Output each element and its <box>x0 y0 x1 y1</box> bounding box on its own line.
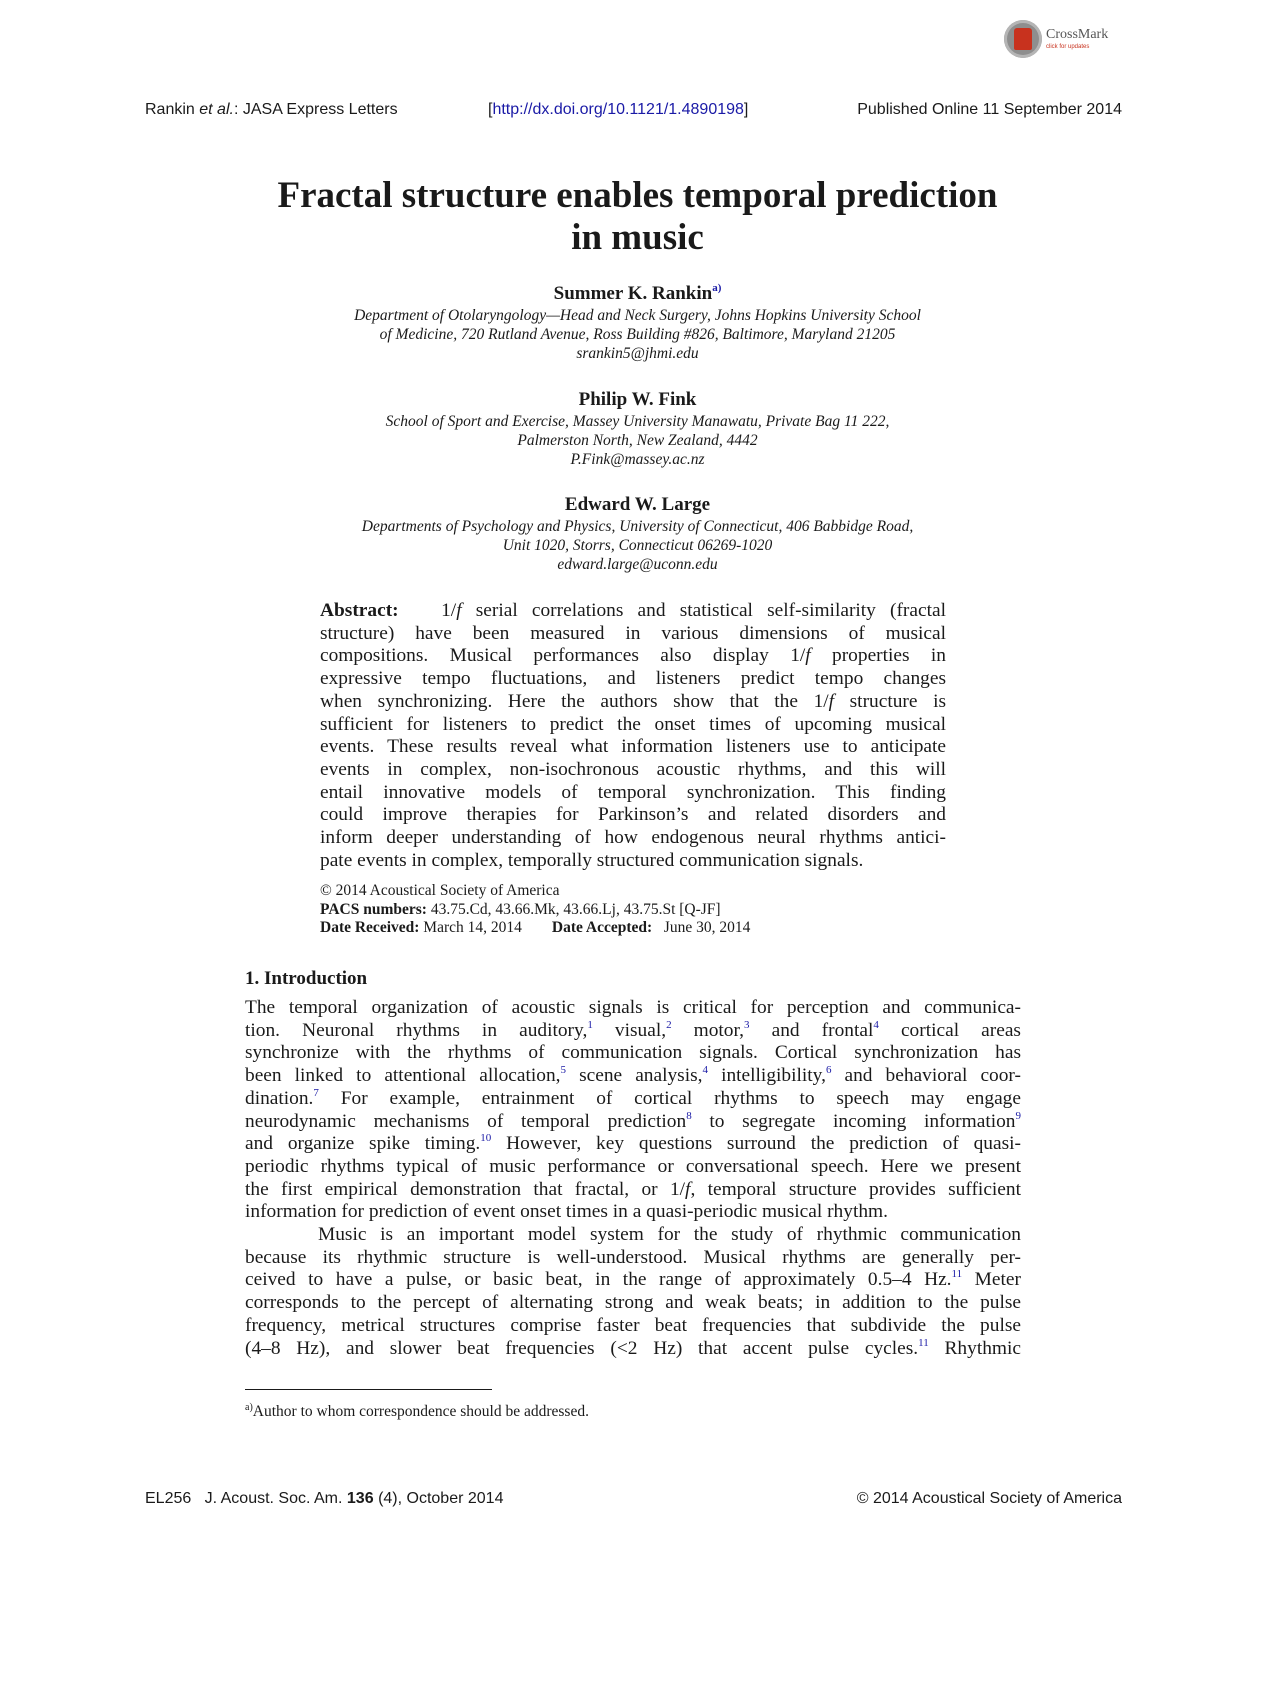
footnote-marker[interactable]: a) <box>712 282 722 294</box>
reference-link[interactable]: 6 <box>825 1064 832 1077</box>
author-affiliation: Departments of Psychology and Physics, University of Connecticut, 406 Babbidge Road, Unit 1020, Storrs, Connecticut 06269-1020 edward.large@uconn.edu <box>0 517 1275 574</box>
running-footer-left: EL256 J. Acoust. Soc. Am. 136 (4), October 2014 <box>145 1490 504 1507</box>
reference-link[interactable]: 3 <box>744 1018 750 1031</box>
copyright-line: © 2014 Acoustical Society of America <box>320 882 560 899</box>
pacs-line: PACS numbers: 43.75.Cd, 43.66.Mk, 43.66.Lj, 43.75.St [Q-JF] <box>320 900 721 918</box>
dates-line: Date Received: March 14, 2014 Date Accepted: June 30, 2014 <box>320 919 751 936</box>
published-date: Published Online 11 September 2014 <box>857 101 1122 118</box>
reference-link[interactable]: 10 <box>480 1132 492 1145</box>
reference-link[interactable]: 11 <box>951 1268 963 1281</box>
crossmark-label: CrossMark <box>1046 27 1109 42</box>
author-email: edward.large@uconn.edu <box>557 556 718 573</box>
footnote: $^{a)}$Author to whom correspondence should be addressed. <box>245 1402 589 1420</box>
reference-link[interactable]: 4 <box>702 1064 709 1077</box>
author-affiliation: School of Sport and Exercise, Massey University Manawatu, Private Bag 11 222, Palmerston North, New Zealand, 4442 P.Fink@massey.ac.nz <box>0 412 1275 469</box>
reference-link[interactable]: 8 <box>686 1109 692 1122</box>
page-number: EL256 <box>145 1490 192 1507</box>
body-text: The temporal organization of acoustic signals is critical for perception and communica- tion. Neuronal rhythms in auditory,$^1$ visual,$^2$ motor,$^3$ and frontal$^4$ cortical areas synchronize with the rhythms of communication signals. Cortical synchronization has been linked to attentional allocation,$^5$ scene analysis,$^4$ intelligibility,$^6$ and behavioral coor- dination.$^7$ For example, entrainment of cortical rhythms to speech may engage neurodynamic mechanisms of temporal prediction$^8$ to segregate incoming information$^9$ and organize spike timing.$^{10}$ However, key questions surround the prediction of quasi- periodic rhythms typical of music performance or conversational speech. Here we present the first empirical demonstration that fractal, or 1/f, temporal structure provides sufficient information for prediction of event onset times in a quasi-periodic musical rhythm. Music is an important model system for the study of rhythmic communication because its rhythmic structure is well-understood. Musical rhythms are generally per- ceived to have a pulse, or basic beat, in the range of approximately 0.5–4 Hz.$^{11}$ Meter corresponds to the percept of alternating strong and weak beats; in addition to the pulse frequency, metrical structures comprise faster beat frequencies that subdivide the pulse (4–8 Hz), and slower beat frequencies (<2 Hz) that accent pulse cycles.$^{11}$ Rhythmic <box>245 997 1021 1359</box>
reference-link[interactable]: 5 <box>560 1064 567 1077</box>
author-name: Summer K. Rankin$^{a)}$ <box>553 282 722 304</box>
section-heading: 1. Introduction <box>245 968 368 989</box>
author-name: Edward W. Large <box>564 494 711 515</box>
paper-title: Fractal structure enables temporal prediction in music <box>277 175 998 258</box>
footnote-divider <box>245 1389 492 1390</box>
reference-link[interactable]: 4 <box>873 1018 879 1031</box>
doi-link[interactable]: [http://dx.doi.org/10.1121/1.4890198] <box>488 101 749 118</box>
reference-link[interactable]: 9 <box>1015 1109 1021 1122</box>
running-header-left: Rankin et al.: JASA Express Letters <box>145 101 398 118</box>
abstract: Abstract: 1/f serial correlations and statistical self-similarity (fractal structure) have been measured in various dimensions of musical compositions. Musical performances also display 1/f properties in expressive tempo fluctuations, and listeners predict tempo changes when synchronizing. Here the authors show that the 1/f structure is sufficient for listeners to predict the onset times of upcoming musical events. These results reveal what information listeners use to anticipate events in complex, non-isochronous acoustic rhythms, and this will entail innovative models of temporal synchronization. This finding could improve therapies for Parkinson’s and related disorders and inform deeper understanding of how endogenous neural rhythms antici- pate events in complex, temporally structured communication signals. <box>320 600 946 871</box>
crossmark-badge[interactable] <box>1004 18 1134 60</box>
reference-link[interactable]: 1 <box>587 1018 593 1031</box>
author-affiliation: Department of Otolaryngology—Head and Neck Surgery, Johns Hopkins University School of Medicine, 720 Rutland Avenue, Ross Building #826, Baltimore, Maryland 21205 srankin5@jhmi.edu <box>0 306 1275 363</box>
author-email: P.Fink@massey.ac.nz <box>570 451 705 468</box>
running-footer-copyright: © 2014 Acoustical Society of America <box>856 1490 1122 1507</box>
crossmark-sublabel: click for updates <box>1046 44 1090 50</box>
reference-link[interactable]: 2 <box>666 1018 672 1031</box>
crossmark-icon <box>1004 20 1042 58</box>
reference-link[interactable]: 11 <box>918 1336 929 1349</box>
article-metadata <box>320 882 750 938</box>
author-email: srankin5@jhmi.edu <box>576 345 699 362</box>
abstract-label: Abstract: <box>320 600 399 621</box>
reference-link[interactable]: 7 <box>313 1086 319 1099</box>
author-name: Philip W. Fink <box>578 389 697 410</box>
